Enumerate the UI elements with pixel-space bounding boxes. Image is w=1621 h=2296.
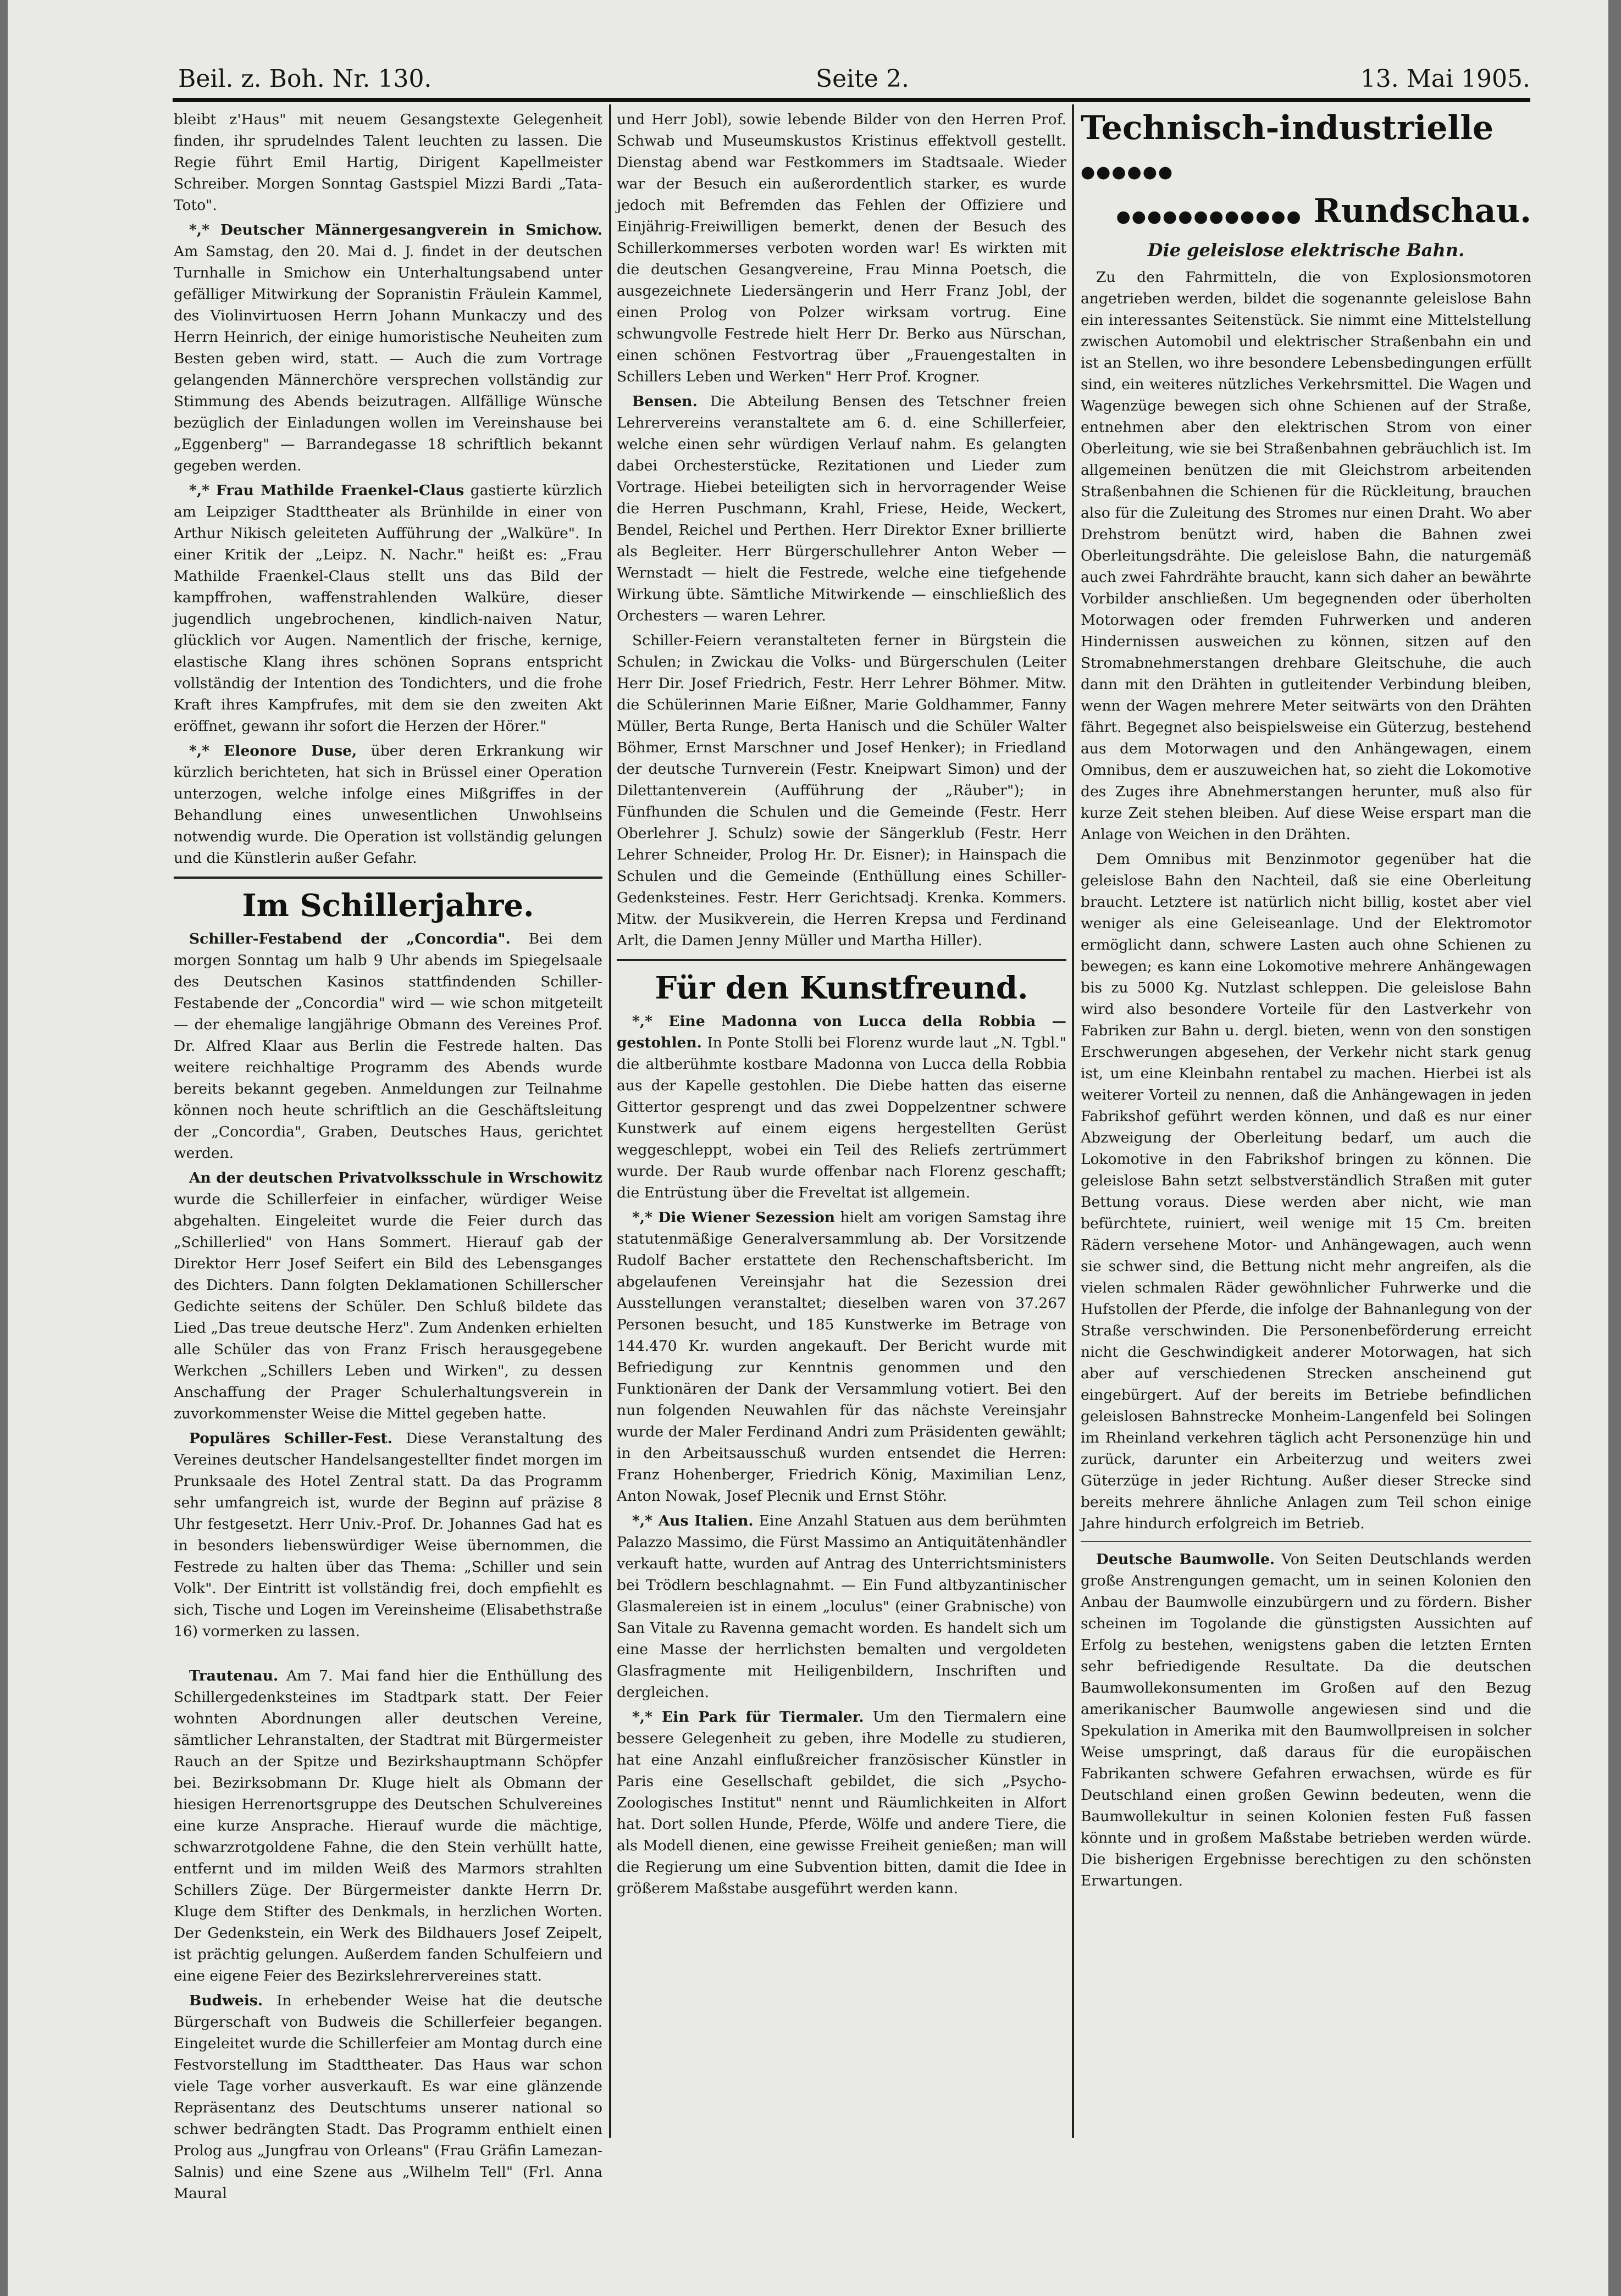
spacer [174, 1645, 602, 1665]
section-divider [617, 959, 1066, 961]
article-paragraph [174, 480, 602, 737]
article-text: Um den Tiermalern eine bessere Gelegenheit zu geben, ihre Modelle zu studieren, hat eine Anzahl einflußreicher französischer Künstler in Paris eine Gesellschaft gebildet, die sich „Psycho-Zoologisches Institut" nennt und Räumlichkeiten in Alfort hat. Dort sollen Hunde, Pferde, Wölfe und andere Tiere, die als Modell dienen, eine gewisse Freiheit genießen; man will die Regierung um eine Subvention bitten, damit die Idee in größerem Maßstabe ausgeführt werden kann. [617, 1709, 1066, 1897]
article-paragraph [174, 1428, 602, 1642]
article-subtitle: Die geleislose elektrische Bahn. [1147, 240, 1465, 260]
column-divider [1072, 104, 1074, 2138]
article-heading: Deutsche Baumwolle. [1096, 1551, 1275, 1568]
article-text: gastierte kürzlich am Leipziger Stadttheater als Brünhilde in einer von Arthur Nikisch geleiteten Aufführung der „Walküre". In einer Kritik der „Leipz. N. Nachr." heißt es: „Frau Mathilde Fraenkel-Claus stellt uns das Bild der kampffrohen, waffenstrahlenden Walküre, dieser jugendlich ungebrochenen, kindlich-naiven Natur, glücklich vor Augen. Namentlich der frische, kernige, elastische Klang ihres schönen Soprans entspricht vollständig der Intention des Tondichters, und die frohe Kraft ihres Kampfrufes, mit dem sie den zweiten Akt eröffnet, gewann ihr sofort die Herzen der Hörer." [174, 482, 602, 735]
section-title-line-1 [1081, 109, 1531, 192]
section-title-line-2 [1081, 192, 1531, 236]
article-heading: *,* Ein Park für Tiermaler. [632, 1709, 864, 1726]
header-date: 13. Mai 1905. [1360, 65, 1530, 93]
article-text: Zu den Fahrmitteln, die von Explosionsmotoren angetrieben werden, bildet die sogenannte geleislose Bahn ein interessantes Seitenstück. Sie nimmt eine Mittelstellung zwischen Automobil und elektrischer Straßenbahn ein und ist an Stellen, wo ihre besondere Lebensbedingungen erfüllt sind, ein weiteres nützliches Verkehrsmittel. Die Wagen und Wagenzüge bewegen sich ohne Schienen auf der Straße, entnehmen aber den elektrischen Strom von einer Oberleitung, wie sie bei Straßenbahnen gebräuchlich ist. Im allgemeinen benützen die mit Gleichstrom arbeitenden Straßenbahnen die Schienen für die Rückleitung, brauchen also für die Zuleitung des Stromes nur einen Draht. Wo aber Drehstrom benützt wird, haben die Bahnen zwei Oberleitungsdrähte. Die geleislose Bahn, die naturgemäß auch zwei Fahrdrähte braucht, kann sich daher an bewährte Vorbilder anschließen. Um begegnenden oder überholten Motorwagen oder fremden Fuhrwerken und anderen Hindernissen ausweichen zu können, sitzen auf den Stromabnehmerstangen drehbare Gleitschuhe, die auch dann mit den Drähten in gutleitender Verbindung bleiben, wenn der Wagen mehrere Meter seitwärts von den Drähten fährt. Begegnet also beispielsweise ein Güterzug, bestehend aus dem Motorwagen und den Anhängewagen, einem Omnibus, dem er auszuweichen hat, so zieht die Lokomotive des Zuges ihre Abnehmerstangen herunter, muß also für kurze Zeit stehen bleiben. Auf diese Weise erspart man die Anlage von Weichen in den Drähten. [1081, 269, 1531, 843]
page-header [173, 65, 1530, 101]
article-text: Von Seiten Deutschlands werden große Anstrengungen gemacht, um in seinen Kolonien den Anbau der Baumwolle einzubürgern und zu fördern. Bisher scheinen im Togolande die günstigsten Aussichten auf Erfolg zu bestehen, wenigstens gaben die letzten Ernten sehr befriedigende Resultate. Da die deutschen Baumwollekonsumenten im Großen auf den Bezug amerikanischer Baumwolle angewiesen sind und die Spekulation in Amerika mit den Baumwollpreisen in solcher Weise umspringt, daß daraus für die europäischen Fabrikanten schwere Gefahren erwachsen, würde es für Deutschland einen großen Gewinn bedeuten, wenn die Baumwollekultur in seinen Kolonien festen Fuß fassen könnte und in großem Maßstabe betrieben werden würde. Die bisherigen Ergebnisse berechtigen zu den schönsten Erwartungen. [1081, 1551, 1532, 1889]
article-paragraph [617, 1510, 1066, 1703]
column-1 [174, 109, 602, 2202]
article-paragraph [617, 1011, 1066, 1204]
article-paragraph [617, 1207, 1066, 1507]
article-text: Am 7. Mai fand hier die Enthüllung des Schillergedenksteines im Stadtpark statt. Der Feier wohnten Abordnungen aller deutschen Vereine, sämtlicher Lehranstalten, der Stadtrat mit Bürgermeister Rauch an der Spitze und Bezirkshauptmann Schöpfer bei. Bezirksobmann Dr. Kluge hielt als Obmann der hiesigen Herrenortsgruppe des Deutschen Schulvereines eine kurze Ansprache. Hierauf wurde die mächtige, schwarzrotgoldene Fahne, die den Stein verhüllt hatte, entfernt und im milden Weiß des Marmors strahlten Schillers Züge. Der Bürgermeister dankte Herrn Dr. Kluge dem Stifter des Denkmals, in herzlichen Worten. Der Gedenkstein, ein Werk des Bildhauers Josef Zeipelt, ist prächtig gelungen. Außerdem fanden Schulfeiern und eine eigene Feier des Bezirkslehrervereines statt. [174, 1667, 602, 1984]
article-text: und Herr Jobl), sowie lebende Bilder von den Herren Prof. Schwab und Museumskustos Kristinus effektvoll gestellt. Dienstag abend war Festkommers im Stadtsaale. Wieder war der Besuch ein außerordentlich starker, es wurde jedoch mit Befremden das Fehlen der Offiziere und Einjährig-Freiwilligen bemerkt, denen der Besuch des Schillerkommerses verboten worden war! Es wirkten mit die deutschen Gesangvereine, Frau Minna Poetsch, die ausgezeichnete Liedersängerin und Herr Franz Jobl, der einen Prolog von Polzer wirksam vortrug. Eine schwungvolle Festrede hielt Herr Dr. Berko aus Nürschan, einen schönen Festvortrag über „Frauengestalten in Schillers Leben und Werken" Herr Prof. Krogner. [617, 111, 1066, 385]
article-heading: Trautenau. [189, 1667, 279, 1684]
section-title: Im Schillerjahre. [242, 888, 534, 924]
article-heading: Schiller-Festabend der „Concordia". [189, 930, 511, 947]
article-text: Bei dem morgen Sonntag um halb 9 Uhr abends im Spiegelsaale des Deutschen Kasinos stattfindenden Schiller-Festabende der „Concordia" wird — wie schon mitgeteilt — der ehemalige langjährige Obmann des Vereines Prof. Dr. Alfred Klaar aus Berlin die Festrede halten. Das weitere reichhaltige Programm des Abends wurde bereits bekannt gegeben. Anmeldungen zur Teilnahme können noch heute schriftlich an die Geschäftsleitung der „Concordia", Graben, Deutsches Haus, gerichtet werden. [174, 930, 602, 1162]
article-text: In erhebender Weise hat die deutsche Bürgerschaft von Budweis die Schillerfeier begangen. Eingeleitet wurde die Schillerfeier am Montag durch eine Festvorstellung im Stadttheater. Das Haus war schon viele Tage vorher ausverkauft. Es war eine glänzende Repräsentanz des Deutschtums unserer national so schwer bedrängten Stadt. Das Programm enthielt einen Prolog aus „Jungfrau von Orleans" (Frau Gräfin Lamezan-Salnis) und eine Szene aus „Wilhelm Tell" (Frl. Anna Maural [174, 1992, 602, 2202]
article-heading: *,* Eleonore Duse, [189, 742, 357, 759]
article-heading: *,* Aus Italien. [632, 1512, 754, 1529]
article-paragraph [174, 219, 602, 476]
ornament: ●●●●●●●●●●●● [1116, 207, 1302, 226]
article-text: hielt am vorigen Samstag ihre statutenmäßige Generalversammlung ab. Der Vorsitzende Rudolf Bacher erstattete den Rechenschaftsbericht. Im abgelaufenen Vereinsjahr hat die Sezession drei Ausstellungen veranstaltet; dieselben waren von 37.267 Personen besucht, und 185 Kunstwerke im Betrage von 144.470 Kr. wurden angekauft. Der Bericht wurde mit Befriedigung zur Kenntnis genommen und den Funktionären der Dank der Versammlung votiert. Bei den nun folgenden Neuwahlen für das nächste Vereinsjahr wurde der Maler Ferdinand Andri zum Präsidenten gewählt; in den Arbeitsausschuß wurden entsendet die Herren: Franz Hohenberger, Friedrich König, Maximilian Lenz, Anton Nowak, Josef Plecnik und Ernst Stöhr. [617, 1209, 1066, 1505]
section-title: Für den Kunstfreund. [655, 970, 1028, 1006]
article-paragraph [617, 1706, 1066, 1899]
article-heading: *,* Eine Madonna von Lucca della Robbia — gestohlen. [617, 1013, 1066, 1051]
article-text: In Ponte Stolli bei Florenz wurde laut „N. Tgbl." die altberühmte kostbare Madonna von Lucca della Robbia aus der Kapelle gestohlen. Die Diebe hatten das eiserne Gittertor gesprengt und das zwei Doppelzentner schwere Kunstwerk auf einem eigens hergestellten Gerüst weggeschleppt, wobei ein Teil des Reliefs zertrümmert wurde. Der Raub wurde offenbar nach Florenz geschafft; die Entrüstung über die Freveltat ist allgemein. [617, 1034, 1066, 1201]
article-heading: An der deutschen Privatvolksschule in Wrschowitz [189, 1169, 602, 1186]
article-heading: Populäres Schiller-Fest. [189, 1430, 392, 1447]
section-title-text: Technisch-industrielle [1081, 109, 1494, 147]
article-heading: *,* Deutscher Männergesangverein in Smichow. [189, 221, 602, 239]
section-divider [174, 877, 602, 879]
article-text: Dem Omnibus mit Benzinmotor gegenüber hat die geleislose Bahn den Nachteil, daß sie eine Oberleitung braucht. Letztere ist natürlich nicht billig, kostet aber viel weniger als eine Geleiseanlage. Und der Elektromotor ermöglicht dann, schwere Lasten auch ohne Schienen zu bewegen; es kann eine Lokomotive mehrere Anhängewagen bis zu 5000 Kg. Nutzlast schleppen. Die geleislose Bahn wird also besondere Vorteile für den Lastverkehr von Fabriken zur Bahn u. dergl. bieten, wenn von den sonstigen Erschwerungen abgesehen, der Verkehr nicht stark genug ist, um eine Kleinbahn rentabel zu machen. Hierbei ist als weiterer Vorteil zu nennen, daß die Anhängewagen in jeden Fabrikshof geführt werden können, und daß es nur einer Abzweigung der Oberleitung bedarf, um auch die Lokomotive in den Fabrikshof bringen zu können. Die geleislose Bahn setzt selbstverständlich Straßen mit guter Bettung voraus. Diese werden aber nicht, wie man befürchtete, ruiniert, weil wenige mit 15 Cm. breiten Rädern versehene Motor- und Anhängewagen, auch wenn sie schwer sind, die Bettung nicht mehr angreifen, als die vielen schmalen Räder gewöhnlicher Fuhrwerke und die Hufstollen der Pferde, die infolge der Bahnanlegung von der Straße verschwinden. Die Personenbeförderung erreicht nicht die Geschwindigkeit anderer Motorwagen, hat sich aber auf verschiedenen Strecken anscheinend gut eingebürgert. Auf der bereits im Betriebe befindlichen geleislosen Bahnstrecke Monheim-Langenfeld bei Solingen im Rheinland verkehren täglich acht Personenzüge hin und zurück, darunter ein Arbeiterzug und weiters zwei Güterzüge in jeder Richtung. Außer dieser Strecke sind bereits mehrere ähnliche Anlagen zum Teil schon einige Jahre hindurch erfolgreich im Betrieb. [1081, 851, 1531, 1532]
article-text: über deren Erkrankung wir kürzlich berichteten, hat sich in Brüssel einer Operation unterzogen, welche infolge eines Mißgriffes in der Behandlung eines unwesentlichen Unwohlseins notwendig wurde. Die Operation ist vollständig gelungen und die Künstlerin außer Gefahr. [174, 742, 602, 867]
article-heading: Budweis. [189, 1992, 263, 2009]
column-divider [609, 104, 611, 2138]
newspaper-page [8, 0, 1608, 2296]
column-2 [617, 109, 1066, 2137]
article-text: Die Abteilung Bensen des Tetschner freien Lehrervereins veranstaltete am 6. d. eine Schillerfeier, welche einen sehr würdigen Verlauf nahm. Es gelangten dabei Orchesterstücke, Rezitationen und Lieder zum Vortrage. Hiebei beteiligten sich in hervorragender Weise die Herren Puschmann, Krahl, Friese, Heide, Weckert, Bendel, Reichel und Perthen. Herr Direktor Exner brillierte als Begleiter. Herr Bürgerschullehrer Anton Weber — Wernstadt — hielt die Festrede, welche eine tiefgehende Wirkung übte. Sämtliche Mitwirkende — einschließlich des Orchesters — waren Lehrer. [617, 393, 1066, 624]
article-paragraph [174, 928, 602, 1164]
article-paragraph [174, 1665, 602, 1987]
article-paragraph [617, 391, 1066, 626]
article-text: wurde die Schillerfeier in einfacher, würdiger Weise abgehalten. Eingeleitet wurde die Feier durch das „Schillerlied" von Hans Sommert. Hierauf gab der Direktor Herr Josef Seifert ein Bild des Lebensganges des Dichters. Dann folgten Deklamationen Schillerscher Gedichte seitens der Schüler. Den Schluß bildete das Lied „Das treue deutsche Herz". Zum Andenken erhielten alle Schüler das von Franz Frisch herausgegebene Werkchen „Schillers Leben und Wirken", zu dessen Anschaffung der Prager Schulerhaltungsverein in zuvorkommenster Weise die Mittel gegeben hatte. [174, 1191, 602, 1422]
section-title-text: Rundschau. [1313, 192, 1531, 230]
header-rule [173, 98, 1530, 102]
article-paragraph [1081, 1549, 1531, 1892]
article-text: Am Samstag, den 20. Mai d. J. findet in der deutschen Turnhalle in Smichow ein Unterhaltungsabend unter gefälliger Mitwirkung der Sopranistin Fräulein Kammel, des Violinvirtuosen Herrn Johann Munkaczy und des Herrn Heinrich, der einige humoristische Neuheiten zum Besten geben wird, statt. — Auch die zum Vortrage gelangenden Männerchöre versprechen vollständig zur Stimmung des Abends beizutragen. Allfällige Wünsche bezüglich der Einladungen wollen im Vereinshause bei „Eggenberg" — Barrandegasse 18 schriftlich bekannt gegeben werden. [174, 243, 602, 474]
article-heading: *,* Frau Mathilde Fraenkel-Claus [189, 482, 464, 499]
article-heading: *,* Die Wiener Sezession [632, 1209, 836, 1226]
header-supplement-number: Beil. z. Boh. Nr. 130. [178, 65, 432, 93]
article-heading: Bensen. [632, 393, 698, 410]
column-3 [1081, 109, 1531, 2142]
article-text: Diese Veranstaltung des Vereines deutscher Handelsangestellter findet morgen im Prunksaale des Hotel Zentral statt. Da das Programm sehr umfangreich ist, wurde der Beginn auf präzise 8 Uhr festgesetzt. Herr Univ.-Prof. Dr. Johannes Gad hat es in besonders liebenswürdiger Weise übernommen, die Festrede zu halten über das Thema: „Schiller und sein Volk". Der Eintritt ist vollständig frei, doch empfiehlt es sich, Tische und Logen im Vereinsheime (Elisabethstraße 16) vormerken zu lassen. [174, 1430, 602, 1640]
article-divider [1081, 1541, 1531, 1542]
article-paragraph [174, 1990, 602, 2204]
header-page-number: Seite 2. [816, 65, 909, 93]
ornament: ●●●●●● [1081, 163, 1174, 182]
article-paragraph [174, 1167, 602, 1424]
article-text: Eine Anzahl Statuen aus dem berühmten Palazzo Massimo, die Fürst Massimo an Antiquitätenhändler verkauft hatte, wurden auf Antrag des Unterrichtsministers bei Trödlern beschlagnahmt. — Ein Fund altbyzantinischer Glasmalereien ist in einem „loculus" (einer Grabnische) von San Vitale zu Ravenna gemacht worden. Es handelt sich um eine Masse der herrlichsten bemalten und vergoldeten Glasfragmente mit Heiligenbildern, Inschriften und dergleichen. [617, 1512, 1067, 1701]
article-text: Schiller-Feiern veranstalteten ferner in Bürgstein die Schulen; in Zwickau die Volks- und Bürgerschulen (Leiter Herr Dir. Josef Friedrich, Festr. Herr Lehrer Böhmer. Mitw. die Schülerinnen Marie Eißner, Marie Goldhammer, Fanny Müller, Berta Runge, Berta Hanisch und die Schüler Walter Böhmer, Ernst Marschner und Josef Henker); in Friedland der deutsche Turnverein (Festr. Kneipwart Simon) und der Dilettantenverein (Aufführung der „Räuber"); in Fünfhunden die Schulen und die Gemeinde (Festr. Herr Oberlehrer J. Schulz) sowie der Sängerklub (Festr. Herr Lehrer Schneider, Prolog Hr. Dr. Eisner); in Hainspach die Schulen und die Gemeinde (Enthüllung eines Schiller-Gedenksteines. Festr. Herr Gerichtsadj. Krenka. Kommers. Mitw. der Musikverein, die Herren Krepsa und Ferdinand Arlt, die Damen Jenny Müller und Martha Hiller). [617, 632, 1066, 949]
article-text: bleibt z'Haus" mit neuem Gesangstexte Gelegenheit finden, ihr sprudelndes Talent leuchten zu lassen. Die Regie führt Emil Hartig, Dirigent Kapellmeister Schreiber. Morgen Sonntag Gastspiel Mizzi Bardi „Tata-Toto". [174, 111, 602, 214]
article-paragraph [174, 740, 602, 869]
